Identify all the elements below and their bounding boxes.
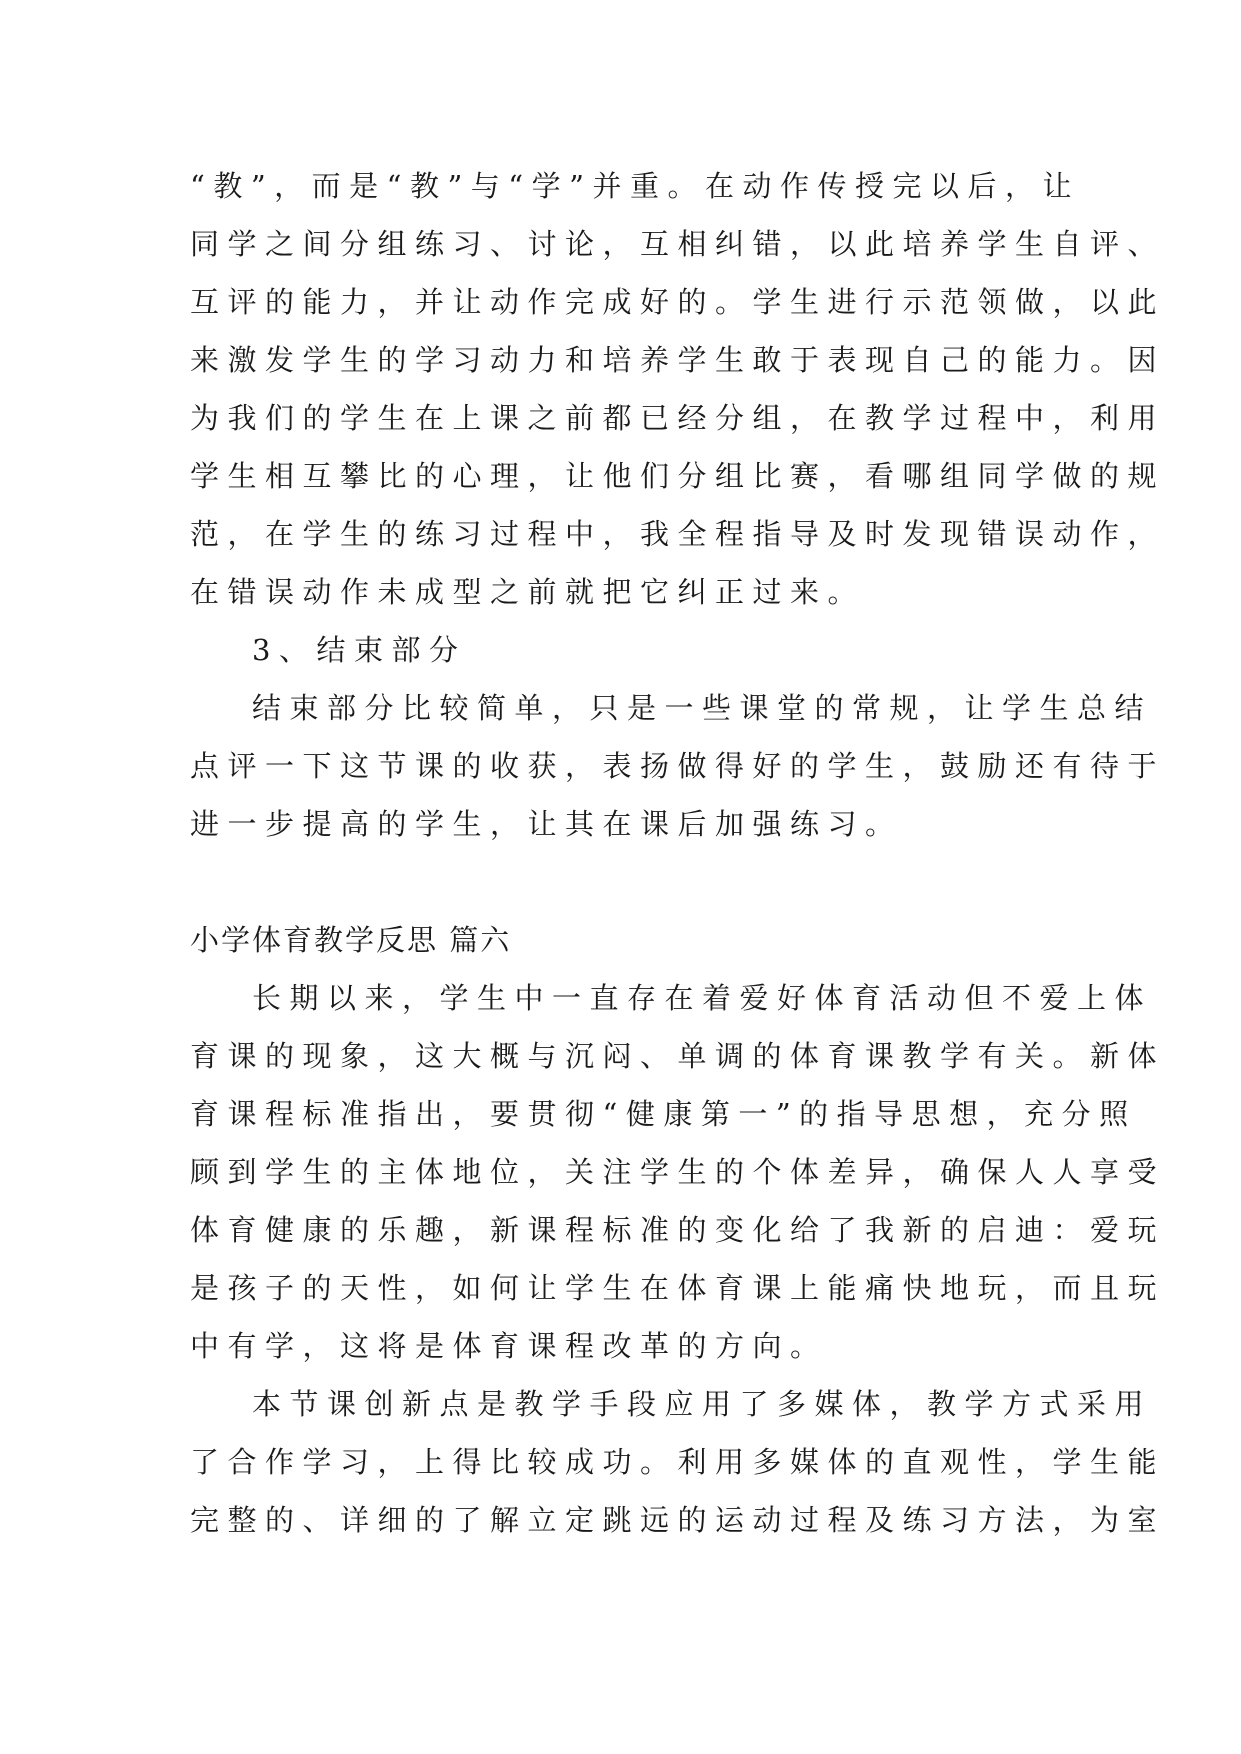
- section-heading: 小学体育教学反思 篇六: [190, 923, 512, 957]
- paragraph-line: 是孩子的天性，如何让学生在体育课上能痛快地玩，而且玩: [190, 1271, 1166, 1305]
- paragraph-line: 来激发学生的学习动力和培养学生敢于表现自己的能力。因: [190, 343, 1166, 377]
- paragraph-line: 育课的现象，这大概与沉闷、单调的体育课教学有关。新体: [190, 1039, 1166, 1073]
- paragraph-line: 本节课创新点是教学手段应用了多媒体，教学方式采用: [252, 1387, 1153, 1421]
- paragraph-line: 在错误动作未成型之前就把它纠正过来。: [190, 575, 866, 609]
- paragraph-line: 育课程标准指出，要贯彻“健康第一”的指导思想，充分照: [190, 1097, 1137, 1131]
- paragraph-line: 点评一下这节课的收获，表扬做得好的学生，鼓励还有待于: [190, 749, 1166, 783]
- paragraph-line: 结束部分比较简单，只是一些课堂的常规，让学生总结: [252, 691, 1153, 725]
- paragraph-line: 范，在学生的练习过程中，我全程指导及时发现错误动作，: [190, 517, 1166, 551]
- paragraph-line: “教”，而是“教”与“学”并重。在动作传授完以后，让: [190, 169, 1080, 203]
- paragraph-line: 顾到学生的主体地位，关注学生的个体差异，确保人人享受: [190, 1155, 1166, 1189]
- paragraph-line: 进一步提高的学生，让其在课后加强练习。: [190, 807, 903, 841]
- paragraph-line: 为我们的学生在上课之前都已经分组，在教学过程中，利用: [190, 401, 1166, 435]
- paragraph-line: 学生相互攀比的心理，让他们分组比赛，看哪组同学做的规: [190, 459, 1166, 493]
- paragraph-line: 了合作学习，上得比较成功。利用多媒体的直观性，学生能: [190, 1445, 1166, 1479]
- section-subheading: 3、结束部分: [252, 633, 467, 667]
- paragraph-line: 长期以来，学生中一直存在着爱好体育活动但不爱上体: [252, 981, 1153, 1015]
- paragraph-line: 同学之间分组练习、讨论，互相纠错，以此培养学生自评、: [190, 227, 1166, 261]
- paragraph-line: 中有学，这将是体育课程改革的方向。: [190, 1329, 828, 1363]
- paragraph-line: 体育健康的乐趣，新课程标准的变化给了我新的启迪：爱玩: [190, 1213, 1166, 1247]
- paragraph-line: 完整的、详细的了解立定跳远的运动过程及练习方法，为室: [190, 1503, 1166, 1537]
- paragraph-line: 互评的能力，并让动作完成好的。学生进行示范领做，以此: [190, 285, 1166, 319]
